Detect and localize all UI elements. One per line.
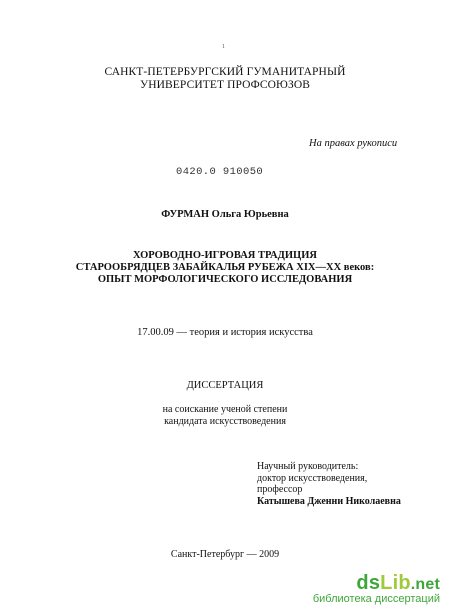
specialty-code: 17.00.09 — теория и история искусства (137, 327, 313, 338)
supervisor-degree: доктор искусствоведения, (257, 472, 368, 484)
registration-code: 0420.0 910050 (176, 166, 264, 178)
dissertation-title (0, 250, 450, 286)
place-and-year: Санкт-Петербург — 2009 (170, 549, 280, 560)
title-line-1: ХОРОВОДНО-ИГРОВАЯ ТРАДИЦИЯ (133, 250, 317, 261)
supervisor-name: Катышева Дженни Николаевна (257, 495, 401, 507)
supervisor-rank: профессор (257, 484, 303, 495)
logo-ds: ds (356, 572, 381, 594)
document-type: ДИССЕРТАЦИЯ (186, 380, 264, 391)
dslib-watermark[interactable] (313, 573, 440, 605)
page-number: 1 (222, 44, 225, 50)
logo-net: .net (410, 576, 440, 593)
dslib-logo (313, 573, 440, 593)
degree-line-2: кандидата искусствоведения (164, 416, 286, 427)
institution-line-2: УНИВЕРСИТЕТ ПРОФСОЮЗОВ (139, 79, 310, 91)
logo-lib: Lib (380, 572, 411, 594)
institution-name (0, 66, 450, 92)
title-line-2: СТАРООБРЯДЦЕВ ЗАБАЙКАЛЬЯ РУБЕЖА XIX—XX веков: (75, 262, 375, 273)
rights-note: На правах рукописи (309, 138, 398, 149)
supervisor-block (257, 461, 401, 507)
degree-sought (0, 404, 450, 428)
author-name: ФУРМАН Ольга Юрьевна (161, 209, 289, 220)
degree-line-1: на соискание ученой степени (162, 404, 288, 415)
institution-line-1: САНКТ-ПЕТЕРБУРГСКИЙ ГУМАНИТАРНЫЙ (104, 66, 346, 78)
supervisor-label: Научный руководитель: (257, 461, 359, 472)
title-line-3: ОПЫТ МОРФОЛОГИЧЕСКОГО ИССЛЕДОВАНИЯ (97, 274, 353, 285)
watermark-tagline: библиотека диссертаций (312, 593, 440, 605)
